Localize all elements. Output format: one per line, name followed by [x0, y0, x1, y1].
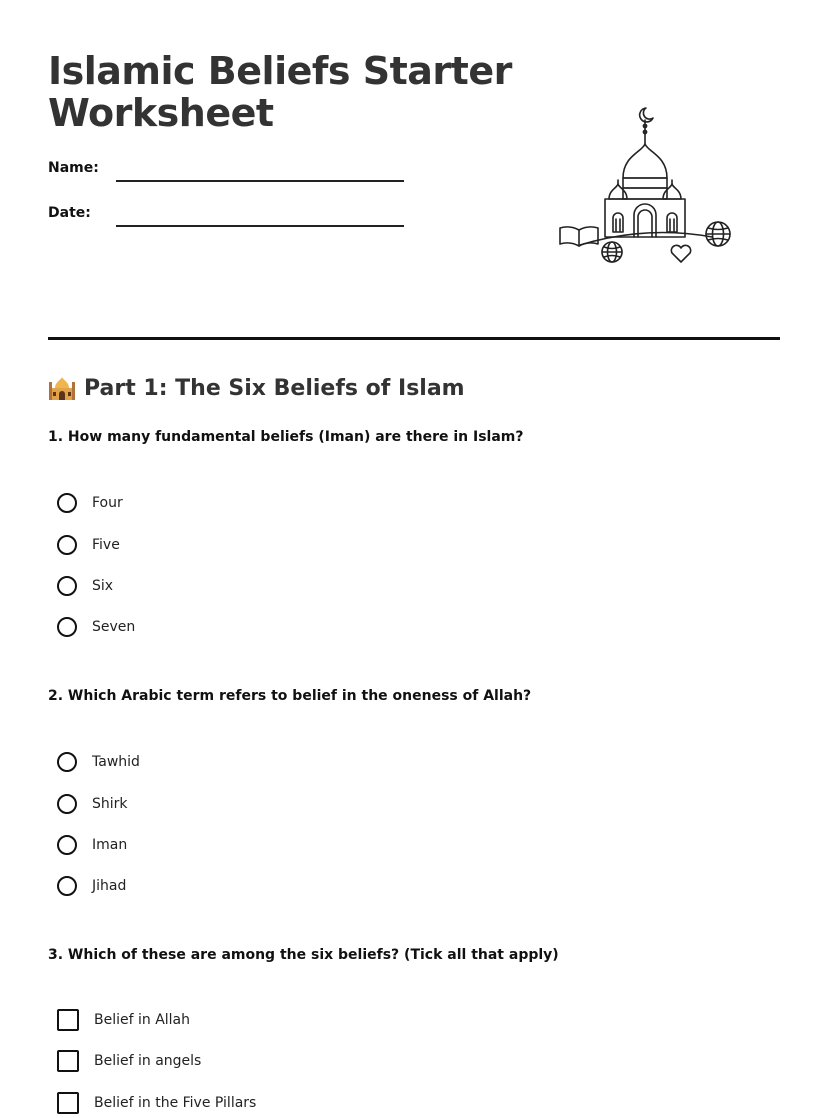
- checkbox[interactable]: [57, 1092, 79, 1114]
- option-q1-five[interactable]: [57, 532, 120, 558]
- section-divider: [48, 337, 780, 340]
- option-q1-four[interactable]: [57, 490, 123, 516]
- date-input-line[interactable]: [116, 225, 404, 227]
- option-q1-six[interactable]: [57, 573, 113, 599]
- name-input-line[interactable]: [116, 180, 404, 182]
- option-q2-tawhid[interactable]: [57, 749, 140, 775]
- radio-button[interactable]: [57, 493, 77, 513]
- globe-icon-left: [602, 242, 622, 262]
- part1-title: [48, 374, 465, 402]
- checkbox[interactable]: [57, 1050, 79, 1072]
- option-label: Belief in angels: [94, 1053, 202, 1069]
- mosque-illustration: [556, 104, 736, 270]
- name-label: Name:: [48, 160, 99, 176]
- option-label: Belief in the Five Pillars: [94, 1095, 257, 1111]
- radio-button[interactable]: [57, 535, 77, 555]
- radio-button[interactable]: [57, 752, 77, 772]
- option-label: Belief in Allah: [94, 1012, 191, 1028]
- option-q2-jihad[interactable]: [57, 873, 126, 899]
- part1-title-text: Part 1: The Six Beliefs of Islam: [84, 375, 465, 401]
- book-icon: [560, 227, 598, 246]
- checkbox[interactable]: [57, 1009, 79, 1031]
- globe-icon-right: [706, 222, 730, 246]
- date-label: Date:: [48, 205, 91, 221]
- option-label: Iman: [92, 837, 128, 853]
- question-3: 3. Which of these are among the six beliefs? (Tick all that apply): [48, 947, 559, 963]
- option-label: Six: [92, 578, 114, 594]
- option-q3-belief-in-angels[interactable]: [57, 1048, 201, 1074]
- option-q3-belief-in-five-pillars[interactable]: [57, 1090, 256, 1116]
- question-2: 2. Which Arabic term refers to belief in the oneness of Allah?: [48, 688, 532, 704]
- radio-button[interactable]: [57, 876, 77, 896]
- worksheet-title: Islamic Beliefs Starter Worksheet: [48, 49, 512, 135]
- question-1: 1. How many fundamental beliefs (Iman) are there in Islam?: [48, 429, 524, 445]
- crescent-icon: [640, 108, 653, 122]
- option-label: Five: [92, 537, 120, 553]
- radio-button[interactable]: [57, 794, 77, 814]
- option-label: Four: [92, 495, 123, 511]
- option-q2-shirk[interactable]: [57, 791, 128, 817]
- option-q3-belief-in-allah[interactable]: [57, 1007, 190, 1033]
- radio-button[interactable]: [57, 835, 77, 855]
- mosque-icon: [48, 374, 76, 402]
- radio-button[interactable]: [57, 576, 77, 596]
- radio-button[interactable]: [57, 617, 77, 637]
- heart-icon: [671, 245, 690, 262]
- option-label: Tawhid: [92, 754, 140, 770]
- option-q2-iman[interactable]: [57, 832, 127, 858]
- option-label: Shirk: [92, 796, 128, 812]
- option-label: Jihad: [92, 878, 127, 894]
- option-q1-seven[interactable]: [57, 614, 135, 640]
- option-label: Seven: [92, 619, 136, 635]
